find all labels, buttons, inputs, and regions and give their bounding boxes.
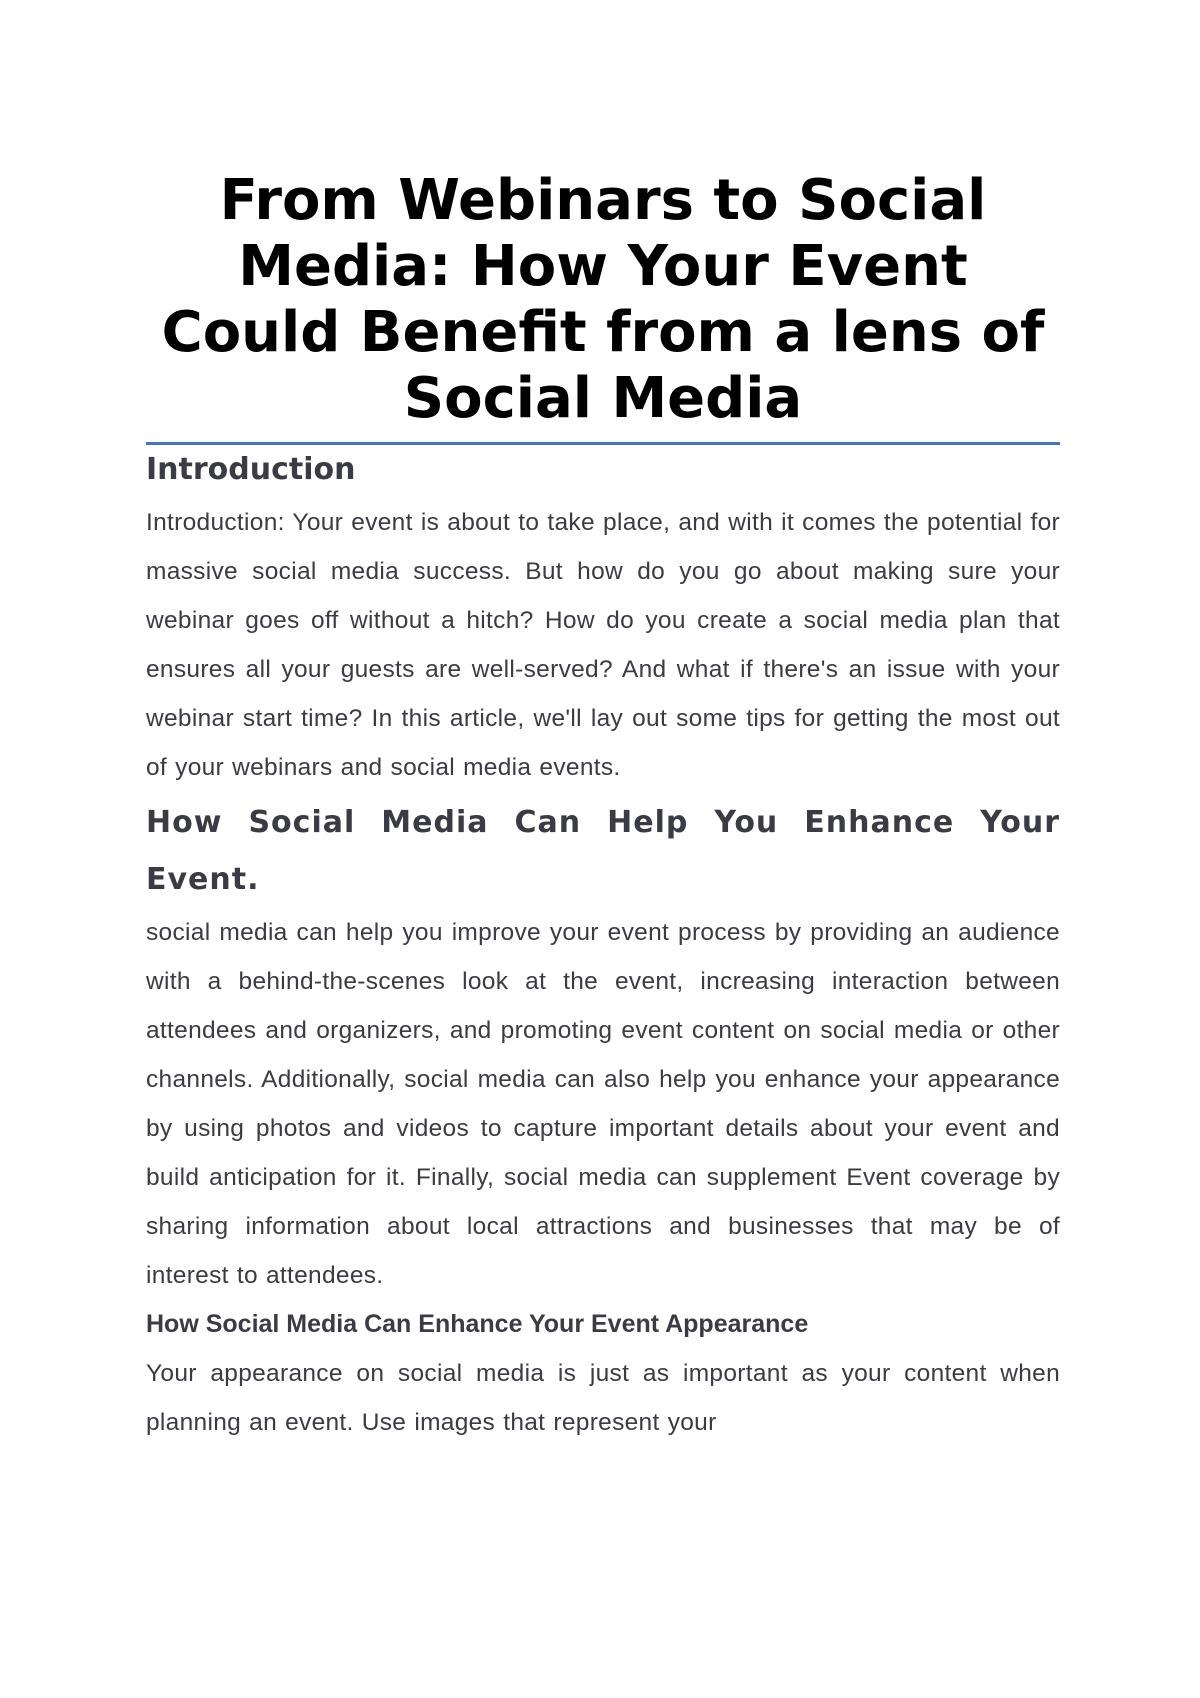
event-appearance-heading: How Social Media Can Enhance Your Event Appearance	[146, 1310, 809, 1338]
event-appearance-paragraph: Your appearance on social media is just as important as your content when planning an event. Use images that represent your	[146, 1360, 1060, 1436]
introduction-heading: Introduction	[146, 452, 356, 487]
introduction-paragraph: Introduction: Your event is about to take place, and with it comes the potential for massive social media success. But how do you go about making sure your webinar goes off without a hitch? How do you create a social media plan that ensures all your guests are well-served? And what if there's an issue with your webinar start time? In this article, we'll lay out some tips for getting the most out of your webinars and social media events.	[146, 509, 1060, 781]
document-page	[146, 168, 1060, 1447]
enhance-event-heading: How Social Media Can Help You Enhance Your Event.	[146, 805, 1060, 897]
enhance-event-paragraph: social media can help you improve your event process by providing an audience with a behind-the-scenes look at the event, increasing interaction between attendees and organizers, and promoting event content on social media or other channels. Additionally, social media can also help you enhance your appearance by using photos and videos to capture important details about your event and build anticipation for it. Finally, social media can supplement Event coverage by sharing information about local attractions and businesses that may be of interest to attendees.	[146, 919, 1060, 1289]
document-title: From Webinars to Social Media: How Your Event Could Benefit from a lens of Social Media	[146, 168, 1060, 445]
